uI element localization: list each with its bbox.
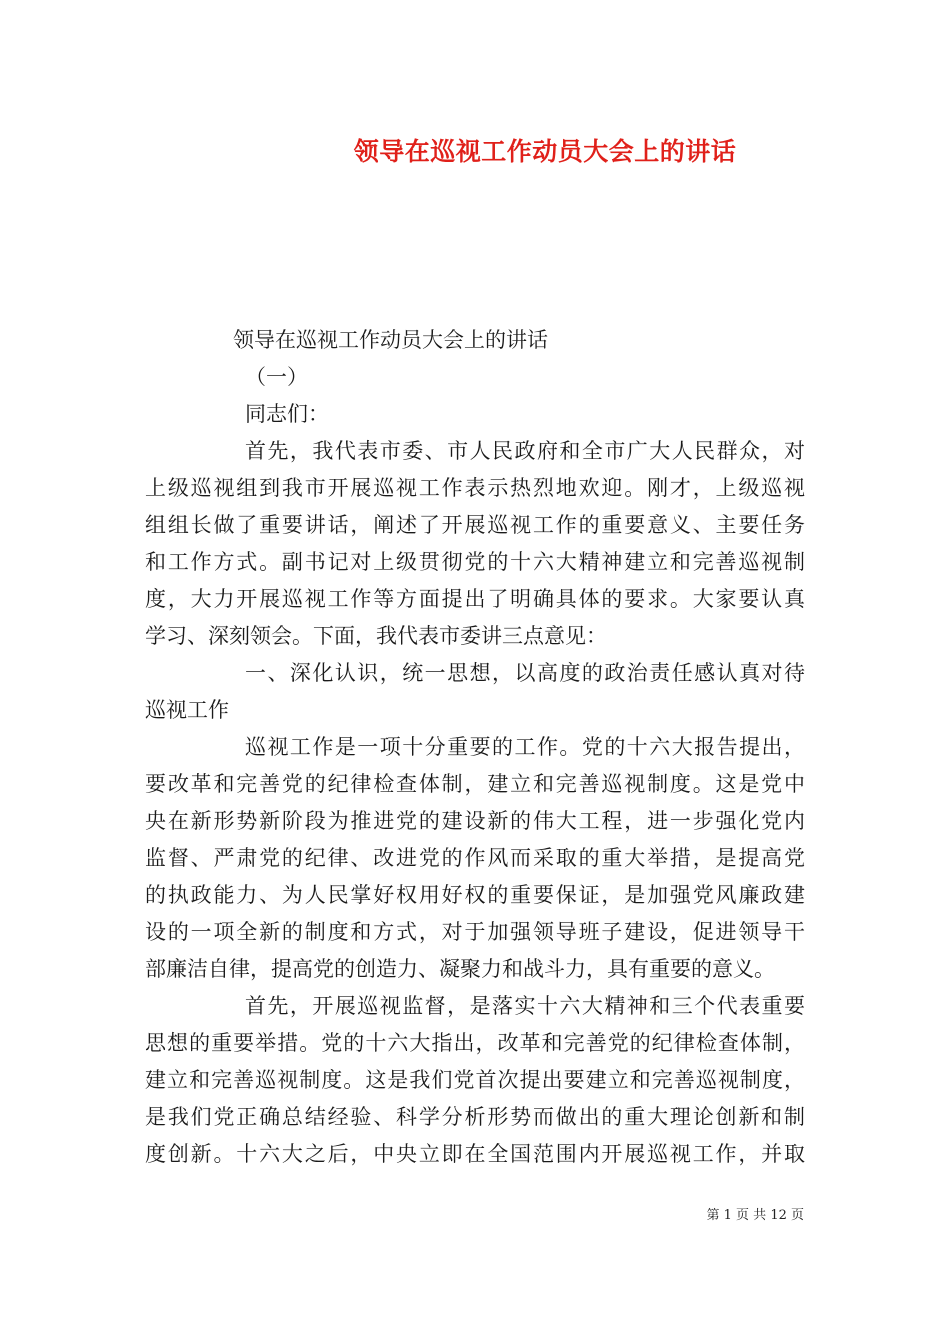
paragraph-line: 央在新形势新阶段为推进党的建设新的伟大工程，进一步强化党内 bbox=[145, 809, 805, 833]
section-heading-line: 一、深化认识，统一思想，以高度的政治责任感认真对待 bbox=[245, 661, 805, 685]
paragraph-line: 要改革和完善党的纪律检查体制，建立和完善巡视制度。这是党中 bbox=[145, 772, 805, 796]
paragraph-line: 度创新。十六大之后，中央立即在全国范围内开展巡视工作，并取 bbox=[145, 1142, 805, 1166]
greeting: 同志们： bbox=[245, 402, 329, 426]
section-heading-line: 巡视工作 bbox=[145, 698, 229, 722]
paragraph-line: 上级巡视组到我市开展巡视工作表示热烈地欢迎。刚才，上级巡视 bbox=[145, 476, 805, 500]
paragraph-first-point bbox=[145, 988, 805, 1173]
paragraph-line: 是我们党正确总结经验、科学分析形势而做出的重大理论创新和制 bbox=[145, 1105, 805, 1129]
section-sequence: （一） bbox=[245, 365, 308, 389]
paragraph-line: 和工作方式。副书记对上级贯彻党的十六大精神建立和完善巡视制 bbox=[145, 550, 805, 574]
paragraph-line: 首先，开展巡视监督，是落实十六大精神和三个代表重要 bbox=[245, 994, 805, 1018]
paragraph-line: 思想的重要举措。党的十六大指出，改革和完善党的纪律检查体制， bbox=[145, 1031, 805, 1055]
section-heading bbox=[145, 655, 805, 729]
paragraph-line: 学习、深刻领会。下面，我代表市委讲三点意见： bbox=[145, 624, 607, 648]
paragraph-line: 的执政能力、为人民掌好权用好权的重要保证，是加强党风廉政建 bbox=[145, 883, 805, 907]
document-subtitle: 领导在巡视工作动员大会上的讲话 bbox=[233, 328, 548, 352]
paragraph-importance bbox=[145, 729, 805, 988]
paragraph-line: 度，大力开展巡视工作等方面提出了明确具体的要求。大家要认真 bbox=[145, 587, 805, 611]
page-number: 第 1 页 共 12 页 bbox=[706, 1208, 804, 1223]
paragraph-line: 监督、严肃党的纪律、改进党的作风而采取的重大举措，是提高党 bbox=[145, 846, 805, 870]
paragraph-intro bbox=[145, 433, 805, 655]
page-title: 领导在巡视工作动员大会上的讲话 bbox=[353, 137, 737, 166]
document-body bbox=[145, 322, 805, 1173]
paragraph-line: 组组长做了重要讲话，阐述了开展巡视工作的重要意义、主要任务 bbox=[145, 513, 805, 537]
paragraph-line: 首先，我代表市委、市人民政府和全市广大人民群众，对 bbox=[245, 439, 805, 463]
paragraph-line: 建立和完善巡视制度。这是我们党首次提出要建立和完善巡视制度， bbox=[145, 1068, 805, 1092]
paragraph-line: 设的一项全新的制度和方式，对于加强领导班子建设，促进领导干 bbox=[145, 920, 805, 944]
paragraph-line: 巡视工作是一项十分重要的工作。党的十六大报告提出， bbox=[245, 735, 805, 759]
paragraph-line: 部廉洁自律，提高党的创造力、凝聚力和战斗力，具有重要的意义。 bbox=[145, 957, 775, 981]
